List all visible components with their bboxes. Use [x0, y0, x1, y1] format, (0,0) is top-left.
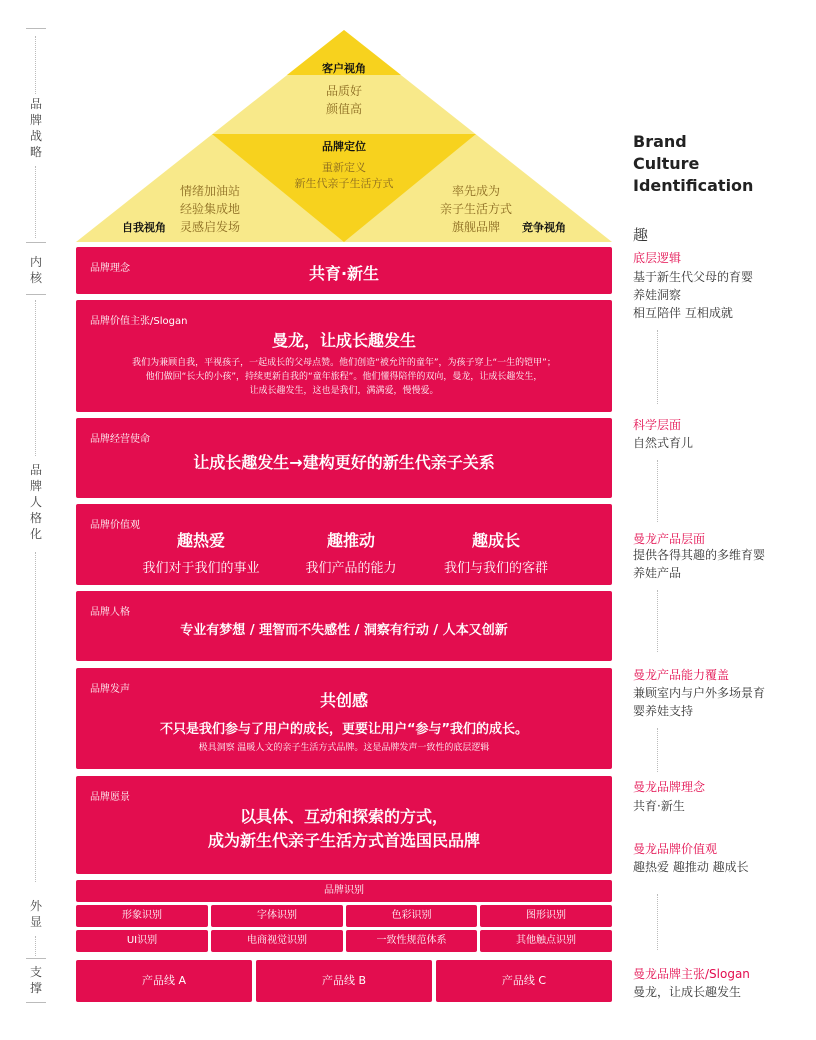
idea-head: 曼龙品牌理念: [633, 780, 706, 794]
right-dots: [657, 330, 658, 404]
science-text: 自然式育儿: [633, 436, 694, 450]
rail-dots: [35, 300, 36, 456]
identity-cell: 形象识别: [76, 905, 208, 927]
value-title: 趣热爱: [176, 531, 225, 550]
right-title-line-2: Culture: [633, 154, 700, 173]
slogan-text: 曼龙，让成长趣发生: [633, 985, 742, 999]
customer-view-sub2: 颜值高: [325, 102, 362, 116]
product-level-line-1: 提供各得其趣的多维育婴: [633, 548, 766, 562]
brand-vision-line-1: 以具体、互动和探索的方式，: [239, 807, 448, 826]
values-head: 曼龙品牌价值观: [633, 842, 718, 856]
science-head: 科学层面: [633, 418, 682, 432]
coverage-head: 曼龙产品能力覆盖: [633, 668, 730, 682]
rail-divider: [26, 294, 46, 295]
brand-mission-tag: 品牌经营使命: [90, 434, 150, 445]
bottom-logic-line-1: 基于新生代父母的育婴: [633, 270, 754, 284]
value-item: [426, 528, 566, 576]
right-dots: [657, 894, 658, 950]
brand-slogan-text: 曼龙，让成长趣发生: [271, 331, 416, 350]
rail-dots: [35, 936, 36, 956]
value-item: [286, 528, 416, 576]
brand-vision-tag: 品牌愿景: [90, 792, 130, 803]
value-title: 趣推动: [326, 531, 375, 550]
brand-vision-line-2: 成为新生代亲子生活方式首选国民品牌: [207, 831, 480, 850]
identity-cell: 一致性规范体系: [346, 930, 477, 952]
brand-vision-block: [76, 776, 612, 874]
value-item: [136, 528, 266, 576]
brand-identity-header: 品牌识别: [76, 880, 612, 902]
product-line: 产品线 C: [436, 960, 612, 1002]
customer-view: [294, 60, 394, 118]
product-line: 产品线 B: [256, 960, 432, 1002]
brand-voice-title: 共创感: [319, 691, 368, 710]
rail-support-label: 支 撑: [29, 965, 42, 995]
compete-view-sub2: 亲子生活方式: [439, 202, 512, 216]
self-view-sub2: 经验集成地: [179, 202, 240, 216]
brand-persona-block: [76, 591, 612, 661]
rail-dots: [35, 552, 36, 882]
customer-view-sub1: 品质好: [325, 84, 362, 98]
product-line: 产品线 A: [76, 960, 252, 1002]
brand-idea-text: 共育·新生: [308, 264, 380, 283]
compete-view-title: 竞争视角: [522, 221, 566, 234]
brand-positioning-sub1: 重新定义: [322, 161, 366, 174]
compete-view-sub1: 率先成为: [451, 184, 500, 198]
value-sub: 我们对于我们的事业: [142, 561, 260, 576]
brand-slogan-desc-1: 我们为兼顾自我，平视孩子，一起成长的父母点赞。他们创造“被允许的童年”，为孩子穿上“一生的铠甲”；: [132, 358, 556, 368]
rail-divider: [26, 1002, 46, 1003]
brand-slogan-block: [76, 300, 612, 412]
rail-display-label: 外 显: [29, 899, 42, 929]
self-view-title: 自我视角: [122, 221, 166, 234]
identity-cell: 电商视觉识别: [211, 930, 343, 952]
rail-strategy-label: 品 牌 战 略: [29, 97, 42, 159]
right-dots: [657, 728, 658, 772]
brand-slogan-tag: 品牌价值主张/Slogan: [90, 316, 188, 327]
self-view-sub3: 灵感启发场: [179, 220, 240, 234]
right-dots: [657, 460, 658, 522]
rail-divider: [26, 28, 46, 29]
identity-cell: 其他触点识别: [480, 930, 612, 952]
brand-voice-desc: 极具洞察 温暖人文的亲子生活方式品牌。这是品牌发声一致性的底层逻辑: [198, 743, 490, 753]
brand-voice-text: 不只是我们参与了用户的成长，更要让用户“参与”我们的成长。: [159, 722, 529, 737]
self-view-points: [168, 182, 252, 236]
compete-view-points: [430, 182, 522, 236]
brand-slogan-desc-2: 他们做回“长大的小孩”，持续更新自我的“童年旅程”。他们懂得陪伴的双向，曼龙，让成长趣发生，: [145, 372, 543, 382]
brand-values-tag: 品牌价值观: [90, 520, 140, 531]
value-sub: 我们产品的能力: [305, 561, 397, 576]
right-dots: [657, 590, 658, 652]
brand-values-block: [76, 504, 612, 585]
self-view-sub1: 情绪加油站: [179, 184, 240, 198]
brand-positioning-sub2: 新生代亲子生活方式: [294, 177, 394, 190]
identity-cell: 图形识别: [480, 905, 612, 927]
rail-divider: [26, 958, 46, 959]
brand-idea-block: [76, 247, 612, 294]
rail-dots: [35, 36, 36, 94]
rail-core-label: 内 核: [29, 255, 42, 285]
rail-personality-label: 品 牌 人 格 化: [29, 463, 42, 541]
brand-voice-tag: 品牌发声: [90, 684, 130, 695]
brand-positioning-title: 品牌定位: [322, 140, 366, 153]
compete-view-sub3: 旗舰品牌: [451, 220, 500, 234]
brand-idea-tag: 品牌理念: [90, 263, 130, 274]
values-text: 趣热爱 趣推动 趣成长: [633, 860, 749, 874]
brand-mission-text: 让成长趣发生→建构更好的新生代亲子关系: [193, 453, 495, 472]
brand-persona-tag: 品牌人格: [90, 607, 130, 618]
idea-text: 共育·新生: [633, 799, 685, 813]
identity-cell: UI识别: [76, 930, 208, 952]
bottom-logic-line-2: 养娃洞察: [633, 288, 682, 302]
qu-character: 趣: [633, 226, 649, 244]
coverage-line-2: 婴养娃支持: [633, 704, 694, 718]
rail-dots: [35, 166, 36, 238]
brand-persona-text: 专业有梦想 / 理智而不失感性 / 洞察有行动 / 人本又创新: [180, 623, 508, 638]
identity-cell: 色彩识别: [346, 905, 477, 927]
value-sub: 我们与我们的客群: [443, 561, 548, 576]
slogan-head: 曼龙品牌主张/Slogan: [633, 967, 750, 981]
brand-slogan-desc-3: 让成长趣发生，这也是我们，满满爱，慢慢爱。: [249, 386, 439, 396]
customer-view-title: 客户视角: [322, 62, 366, 75]
value-title: 趣成长: [471, 531, 520, 550]
brand-positioning: [270, 138, 418, 192]
product-level-head: 曼龙产品层面: [633, 532, 706, 546]
bottom-logic-line-3: 相互陪伴 互相成就: [633, 306, 733, 320]
right-title-line-3: Identification: [633, 176, 754, 195]
coverage-line-1: 兼顾室内与户外多场景育: [633, 686, 766, 700]
bottom-logic-head: 底层逻辑: [633, 251, 682, 265]
brand-mission-block: [76, 418, 612, 498]
rail-divider: [26, 242, 46, 243]
product-level-line-2: 养娃产品: [633, 566, 682, 580]
identity-cell: 字体识别: [211, 905, 343, 927]
right-title-line-1: Brand: [633, 132, 687, 151]
brand-voice-block: [76, 668, 612, 769]
